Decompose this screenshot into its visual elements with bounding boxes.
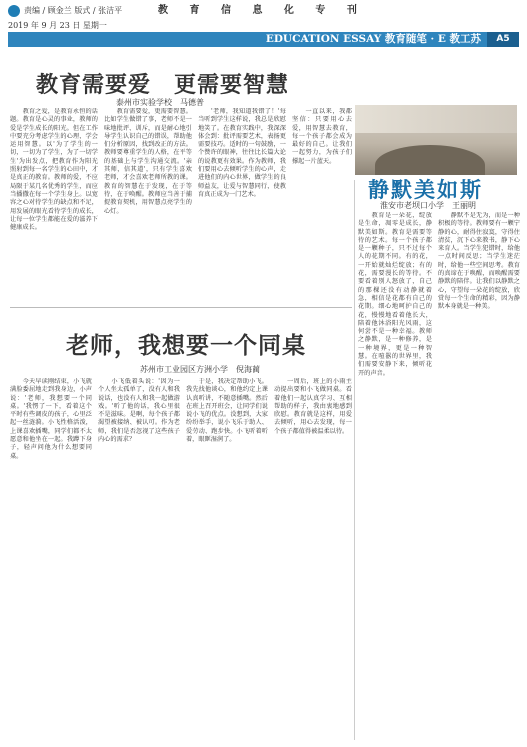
article1-column-4: 一直以来，我都坚信：只要用心去爱，用智慧去教育，每一个孩子都会成为最好的自己。让我们一起努力，为孩子们撑起一片蓝天。 <box>292 108 352 165</box>
section-divider-horizontal <box>10 307 352 308</box>
article1-column-3: '老师，我知道我错了！'每当听到学生这样说，我总是欣慰地笑了。在教育实践中，我深深体会到：批评需要艺术，表扬更需要技巧。适时的一句鼓励，一个赞许的眼神，往往比长篇大论的说教更有效果。作为教师，我们要用心去倾听学生的心声，走进他们的内心世界，做学生的良师益友，让爱与智慧同行，使教育真正成为一门艺术。 <box>198 108 286 198</box>
article1-headline: 教育需要爱 更需要智慧 <box>36 73 290 98</box>
newspaper-logo-icon <box>8 5 20 17</box>
article3-headline: 老师，我想要一个同桌 <box>66 333 306 359</box>
article3-byline: 苏州市工业园区方洲小学 倪海蔺 <box>140 365 260 374</box>
article2-byline: 淮安市老坝口小学 王丽明 <box>380 201 476 210</box>
masthead-top-line <box>8 4 519 18</box>
article3-column-3: 于是，我决定帮助小飞。我先找他谈心，和他约定上课认真听讲，不随意插嘴。然后在班上召开班会，让同学们说说小飞的优点。没想到，大家纷纷举手，说小飞乐于助人、爱劳动、跑步快。小飞听着听着，眼眶湿润了。 <box>186 378 268 444</box>
photo-sky <box>355 105 517 133</box>
page-number: A5 <box>487 32 519 47</box>
article3-column-2: 小飞低着头说：'因为一个人坐太孤单了，没有人和我说话，也没有人和我一起做游戏。'听了他的话，我心里很不是滋味。是啊，每个孩子都渴望被接纳、被认可。作为老师，我们是否忽视了这些孩子内心的需求？ <box>98 378 180 444</box>
section-slogan: 教 育 信 息 化 专 刊 <box>158 5 366 16</box>
issue-date: 2019 年 9 月 23 日 星期一 <box>8 21 107 30</box>
section-title: EDUCATION ESSAY 教育随笔 · E 教工苏 <box>265 33 481 45</box>
article3-column-4: 一周后，班上的小雨主动提出要和小飞做同桌。看着他们一起认真学习、互相帮助的样子，我由衷地感到欣慰。教育就是这样，用爱去倾听，用心去发现，每一个孩子都值得被温柔以待。 <box>274 378 352 435</box>
article2-column-1: 教育是一朵花，绽放是生命，凋零是成长，静默美如斯。教育是需要等待的艺术。每一个孩子都是一颗种子，只不过每个人的花期不同。有的花，一开始就灿烂绽放；有的花，需要漫长的等待。不要看着别人怒放了，自己的那棵还没有动静就着急，相信是花都有自己的花期。细心地呵护自己的花，慢慢地看着他长大，陪着他沐浴阳光风雨，这何尝不是一种幸福。教师之静默，是一种修养，是一种境界，更是一种智慧。在喧嚣的世界里，我们需要安静下来，倾听花开的声音。 <box>358 212 432 377</box>
photo-landscape <box>375 145 485 175</box>
article2-column-2: 静默不是无为，而是一种积极的等待。教师要有一颗宁静的心，耐得住寂寞，守得住清贫，沉下心来教书，静下心来育人。当学生犯错时，给他一点时间反思；当学生迷茫时，给他一些空间思考。教育的真谛在于唤醒，而唤醒需要静默的陪伴。让我们以静默之心，守望每一朵花的绽放，欣赏每一个生命的精彩，因为静默本身就是一种美。 <box>438 212 520 311</box>
article2-headline: 静默美如斯 <box>368 178 483 202</box>
article2-photo <box>355 105 517 175</box>
article3-column-1: 今天早读刚结束，小飞就满脸委屈地走到我身边，小声说：'老师，我想要一个同桌。'我愣了一下，看着这个平时有些调皮的孩子，心里泛起一丝涟漪。小飞性格活泼，上课喜欢插嘴，同学们都不太愿意和他坐在一起。我蹲下身子，轻声问他为什么想要同桌。 <box>10 378 92 460</box>
article1-column-2: 教育需要爱，更需要智慧。比如学生做错了事，老师不是一味地批评、训斥，而是耐心地引导学生认识自己的错误，帮助他们分析原因，找到改正的方法。教师要尊重学生的人格，在平等的基础上与学生沟通交流。'亲其师，信其道'，只有学生喜欢老师，才会喜欢老师所教的课。教育的智慧在于发现，在于等待，在于唤醒。教师应当善于捕捉教育契机，用智慧点亮学生的心灯。 <box>104 108 192 215</box>
editor-credits: 责编 / 顾金兰 版式 / 张洁平 <box>24 6 123 15</box>
article1-column-1: 教育之爱，是教育永恒的话题。教育是心灵的事业，教师的爱是学生成长的阳光。但在工作中要充分考虑学生的心理，学会运用智慧。以'为了学生的一切，一切为了学生，为了一切学生'为出发点，把教育作为阳光照射到每一名学生的心田中，才是真正的教育。教师的爱，不应局限于某几名优秀的学生，而应当播撒在每一个学生身上。以宽容之心对待学生的缺点和不足，用发展的眼光看待学生的成长，让每一位学生都能在爱的滋养下健康成长。 <box>10 108 98 232</box>
section-divider-vertical <box>354 180 355 740</box>
masthead <box>0 0 527 50</box>
article1-byline: 泰州市实验学校 马德普 <box>116 98 204 107</box>
section-bar <box>8 32 519 47</box>
